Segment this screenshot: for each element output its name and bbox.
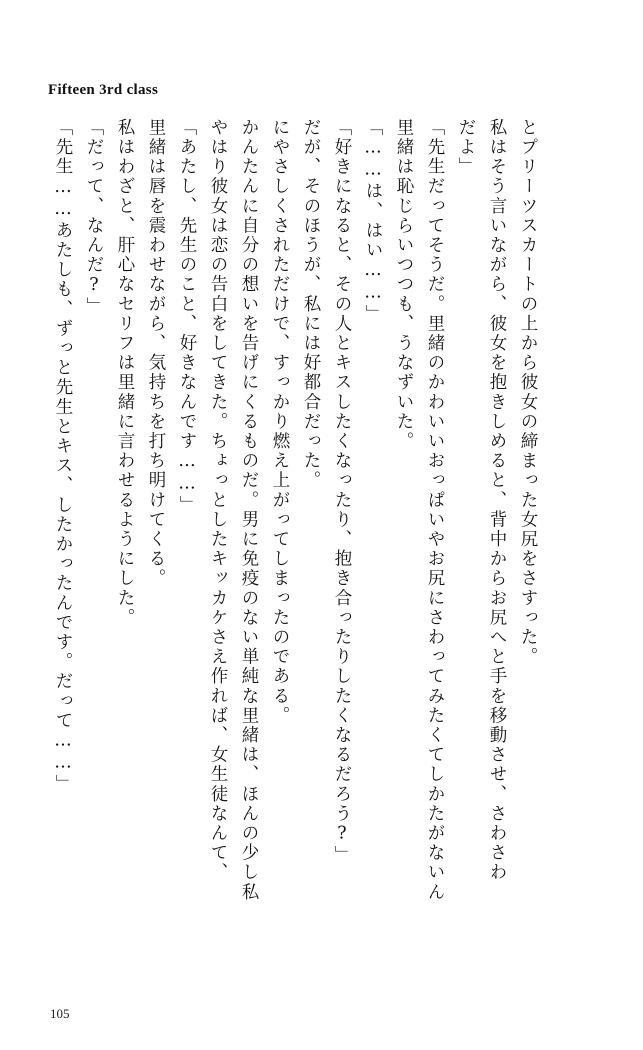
text-column: とプリーツスカートの上から彼女の締まった女尻をさすった。 [518, 118, 538, 667]
text-column: 「先生だってそうだ。里緒のかわいいおっぱいやお尻にさわってみたくてしかたがないん [425, 118, 445, 902]
running-head: Fifteen 3rd class [48, 82, 159, 98]
text-column: やはり彼女は恋の告白をしてきた。ちょっとしたキッカケさえ作れば、女生徒なんて、 [208, 118, 228, 883]
text-column: 里緒は唇を震わせながら、気持ちを打ち明けてくる。 [146, 118, 166, 589]
text-column: だよ」 [456, 118, 476, 177]
text-column: 「……は、はい……」 [363, 118, 383, 324]
text-column: 私はそう言いながら、彼女を抱きしめると、背中からお尻へと手を移動させ、さわさわ [487, 118, 507, 883]
vertical-text-columns [40, 118, 605, 978]
page-body [40, 118, 605, 978]
text-column: 「好きになると、その人とキスしたくなったり、抱き合ったりしたくなるだろう?」 [332, 118, 352, 866]
text-column: にやさしくされただけで、すっかり燃え上がってしまったのである。 [270, 118, 290, 726]
text-column: 「先生……あたしも、ずっと先生とキス、したかったんです。だって……」 [53, 118, 73, 795]
text-column: 「だって、なんだ?」 [84, 118, 104, 317]
text-column: だが、そのほうが、私には好都合だった。 [301, 118, 321, 491]
text-column: 私はわざと、肝心なセリフは里緒に言わせるようにした。 [115, 118, 135, 628]
text-column: 「あたし、先生のこと、好きなんです……」 [177, 118, 197, 515]
text-column: かんたんに自分の想いを告げにくるものだ。男に免疫のない単純な里緒は、ほんの少し私 [239, 118, 259, 902]
page-number: 105 [50, 1006, 70, 1021]
text-column: 里緒は恥じらいつつも、うなずいた。 [394, 118, 414, 452]
